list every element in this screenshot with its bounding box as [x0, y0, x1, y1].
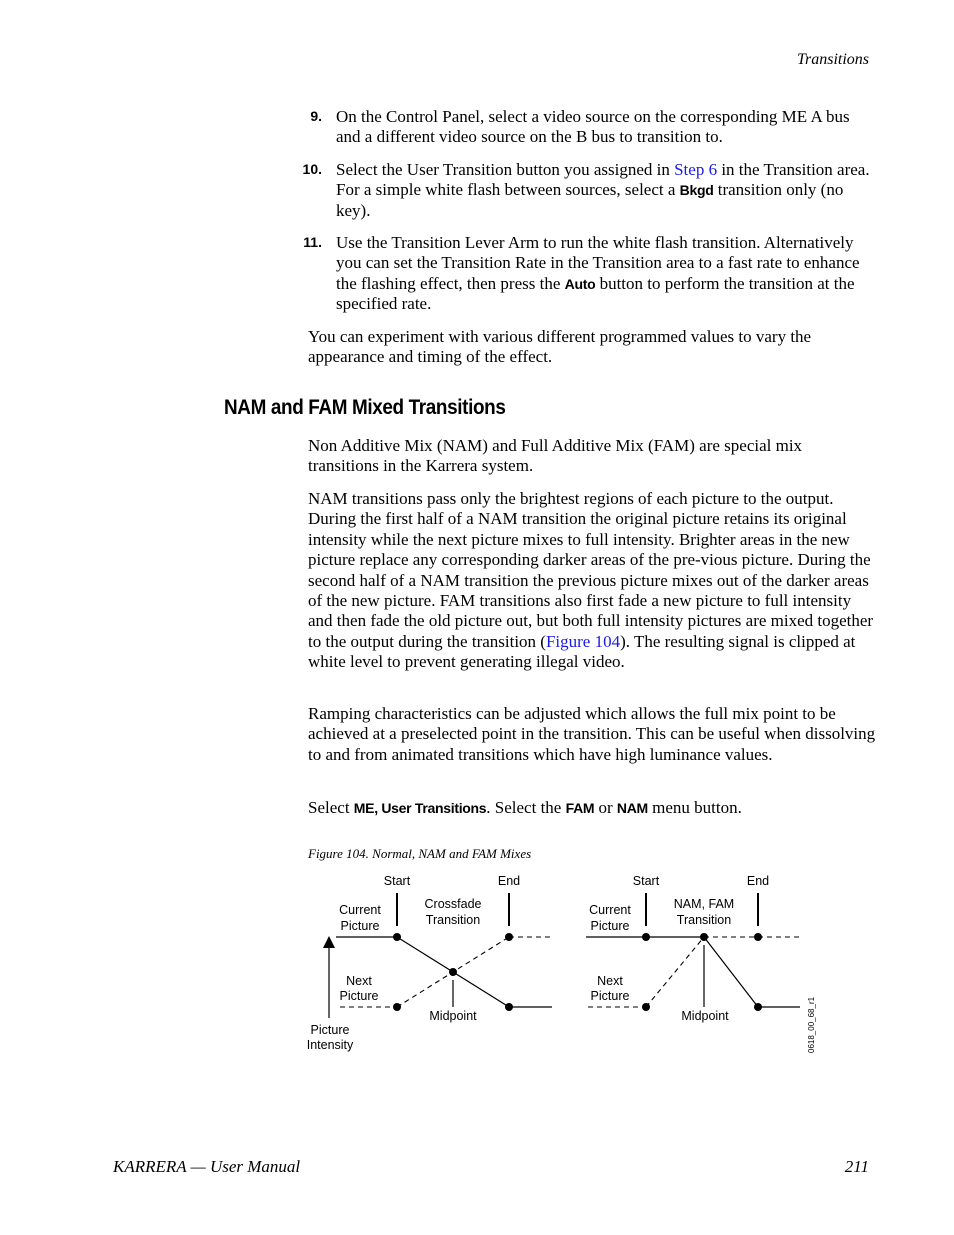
nam-fam-diagram [586, 874, 800, 1023]
right-start-label: Start [632, 874, 660, 888]
step-10-text: Select the User Transition button you assigned in Step 6 in the Transition area. For a simple white flash between sources, select a Bkgd transition only (no key). [336, 160, 870, 220]
axis-label-2: Intensity [306, 1038, 354, 1052]
left-next-label-1: Next [346, 974, 372, 988]
paragraph-select: Select ME, User Transitions. Select the FAM or NAM menu button. [308, 798, 742, 817]
step-number-9: 9. [310, 108, 322, 124]
figure-caption: Figure 104. Normal, NAM and FAM Mixes [308, 846, 532, 861]
right-next-label-2: Picture [590, 989, 630, 1003]
section-heading: NAM and FAM Mixed Transitions [224, 396, 506, 419]
step-9-text: On the Control Panel, select a video source on the corresponding ME A bus and a different video source on the B bus to transition to. [336, 107, 850, 147]
paragraph-nam-fam: NAM transitions pass only the brightest regions of each picture to the output. During the first half of a NAM transition the original picture retains its original intensity while the next picture mixes to full intensity. Brighter areas in the new picture replace any corresponding darker areas of the pre-vious picture. During the second half of a NAM transition the previous picture mixes out of the darker areas of the new picture. FAM transitions also first fade a new picture to full intensity and then fade the old picture out, but both full intensity pictures are mixed together to the output during the transition (Figure 104). The resulting signal is clipped at white level to prevent generating illegal video. [308, 489, 874, 672]
page-number: 211 [844, 1157, 869, 1176]
left-next-label-2: Picture [339, 989, 379, 1003]
figure-104-diagram [290, 862, 850, 1062]
right-midpoint-label: Midpoint [681, 1009, 729, 1023]
left-start-label: Start [383, 874, 411, 888]
left-current-label-1: Current [339, 903, 381, 917]
me-user-transitions-ref: ME, User Transitions [353, 800, 487, 816]
step-number-11: 11. [303, 234, 322, 250]
paragraph-experiment: You can experiment with various different programmed values to vary the appearance and timing of the effect. [308, 327, 812, 367]
step-11-text: Use the Transition Lever Arm to run the white flash transition. Alternatively you can set the Transition Rate in the Transition area to a fast rate to enhance the flashing effect, then press the Auto button to perform the transition at the specified rate. [336, 233, 860, 314]
paragraph-intro: Non Additive Mix (NAM) and Full Additive Mix (FAM) are special mix transitions in the Karrera system. [308, 436, 803, 476]
step-number-10: 10. [302, 161, 322, 177]
right-transition-label-1: NAM, FAM [673, 897, 735, 911]
footer-title: KARRERA — User Manual [113, 1157, 301, 1176]
fam-button-ref: FAM [565, 800, 595, 816]
axis-label-1: Picture [310, 1023, 350, 1037]
figure-id-code: 0618_00_68_r1 [807, 996, 816, 1053]
paragraph-ramping: Ramping characteristics can be adjusted which allows the full mix point to be achieved at a preselected point in the transition. This can be useful when dissolving to and from animated transitions which have high luminance values. [308, 704, 876, 764]
left-midpoint-label: Midpoint [429, 1009, 477, 1023]
right-end-label: End [746, 874, 770, 888]
nam-button-ref: NAM [616, 800, 648, 816]
crossfade-diagram [307, 874, 552, 1052]
right-next-label-1: Next [597, 974, 623, 988]
running-head: Transitions [796, 51, 869, 68]
auto-button-ref: Auto [564, 275, 596, 292]
left-transition-label-1: Crossfade [424, 897, 482, 911]
left-transition-label-2: Transition [425, 913, 481, 927]
bkgd-button-ref: Bkgd [679, 182, 714, 199]
step-6-link[interactable]: Step 6 [674, 160, 718, 179]
figure-104-link[interactable]: Figure 104 [545, 631, 621, 651]
right-current-label-2: Picture [590, 919, 630, 933]
right-transition-label-2: Transition [676, 913, 732, 927]
left-current-label-2: Picture [340, 919, 380, 933]
right-current-label-1: Current [589, 903, 631, 917]
left-end-label: End [497, 874, 521, 888]
